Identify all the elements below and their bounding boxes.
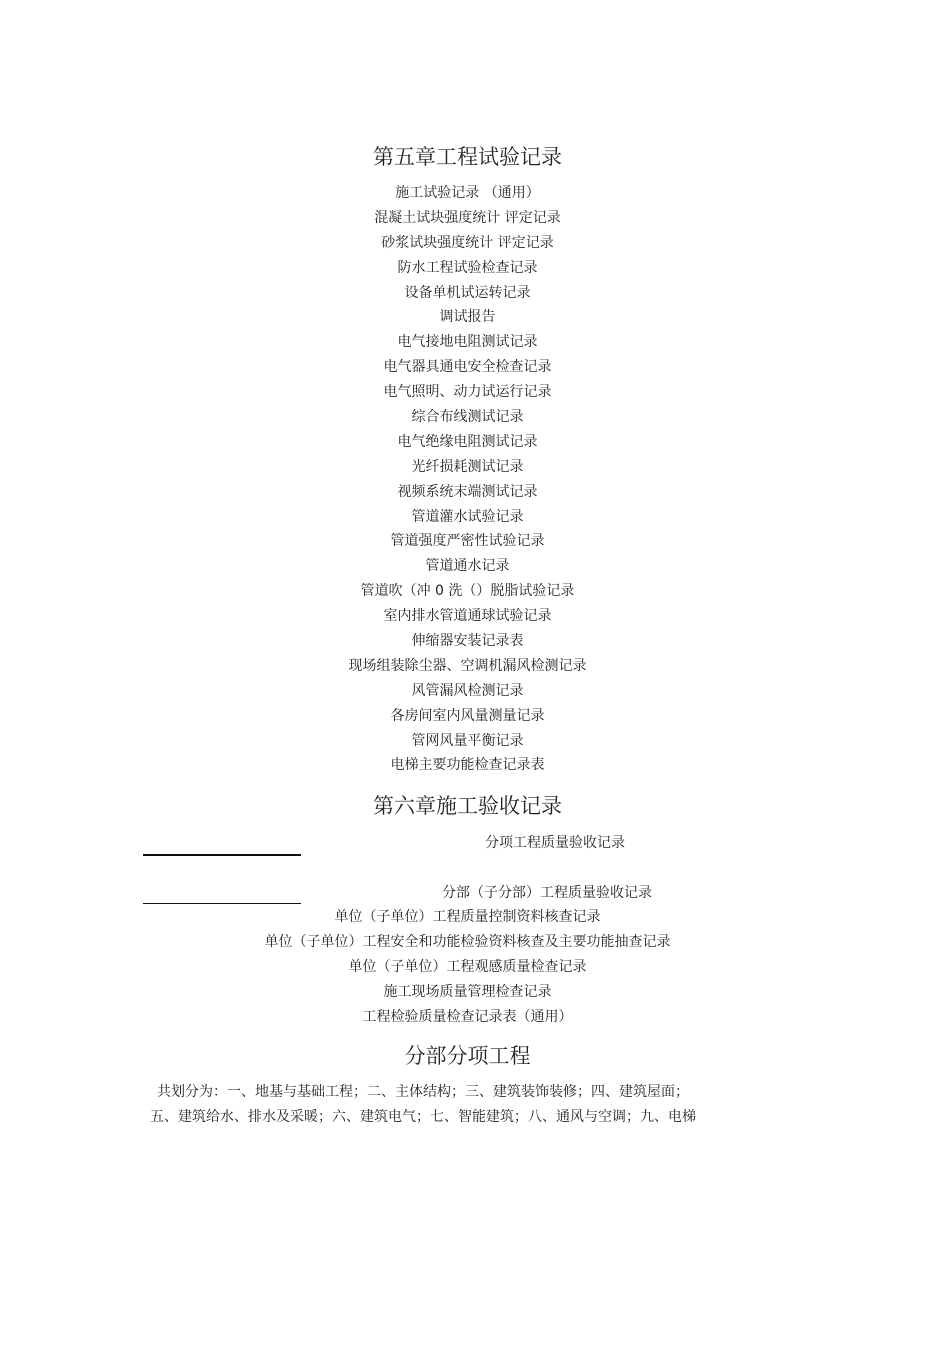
divider-line	[143, 903, 301, 904]
chapter6-title: 第六章施工验收记录	[373, 794, 562, 818]
record-item: 管道吹（冲 0 洗（）脱脂试验记录	[360, 583, 575, 600]
record-item: 防水工程试验检查记录	[397, 259, 538, 276]
record-item: 风管漏风检测记录	[411, 682, 524, 699]
record-item: 管道通水记录	[425, 558, 510, 575]
record-item: 电梯主要功能检查记录表	[390, 757, 545, 774]
record-item: 单位（子单位）工程安全和功能检验资料核查及主要功能抽查记录	[264, 933, 671, 950]
record-item: 设备单机试运转记录	[404, 284, 531, 301]
record-item: 单位（子单位）工程质量控制资料核查记录	[334, 909, 601, 925]
record-item: 伸缩器安装记录表	[411, 633, 524, 650]
section-paragraph-line: 五、建筑给水、排水及采暖；六、建筑电气；七、智能建筑；八、通风与空调；九、电梯	[150, 1109, 696, 1125]
record-item: 现场组装除尘器、空调机漏风检测记录	[348, 657, 587, 674]
record-item: 室内排水管道通球试验记录	[383, 608, 552, 625]
chapter5-record-list	[0, 181, 935, 778]
section-paragraph-line: 共划分为：一、地基与基础工程；二、主体结构；三、建筑装饰装修；四、建筑屋面；	[157, 1084, 689, 1100]
record-item: 混凝土试块强度统计 评定记录	[374, 209, 561, 226]
record-item: 施工现场质量管理检查记录	[383, 983, 552, 1000]
record-item: 各房间室内风量测量记录	[390, 707, 545, 724]
record-item: 电气绝缘电阻测试记录	[397, 433, 538, 450]
chapter5-title: 第五章工程试验记录	[373, 145, 562, 169]
record-item: 施工试验记录 （通用）	[395, 185, 540, 201]
record-item: 工程检验质量检查记录表（通用）	[362, 1008, 573, 1025]
subitem-quality-record: 分项工程质量验收记录	[485, 835, 625, 851]
record-item: 管道强度严密性试验记录	[390, 533, 545, 550]
record-item: 电气照明、动力试运行记录	[383, 384, 552, 401]
divider-line	[143, 854, 301, 856]
record-item: 电气接地电阻测试记录	[397, 334, 538, 351]
record-item: 砂浆试块强度统计 评定记录	[381, 234, 554, 251]
record-item: 单位（子单位）工程观感质量检查记录	[348, 958, 587, 975]
subdivision-quality-record: 分部（子分部）工程质量验收记录	[442, 885, 652, 901]
record-item: 电气器具通电安全检查记录	[383, 359, 552, 376]
section-title: 分部分项工程	[404, 1044, 531, 1068]
record-item: 管网风量平衡记录	[411, 732, 524, 749]
record-item: 调试报告	[439, 309, 496, 326]
chapter6-record-list	[0, 905, 935, 1029]
record-item: 光纤损耗测试记录	[411, 458, 524, 475]
record-item: 管道灌水试验记录	[411, 508, 524, 525]
record-item: 综合布线测试记录	[411, 409, 524, 426]
record-item: 视频系统末端测试记录	[397, 483, 538, 500]
